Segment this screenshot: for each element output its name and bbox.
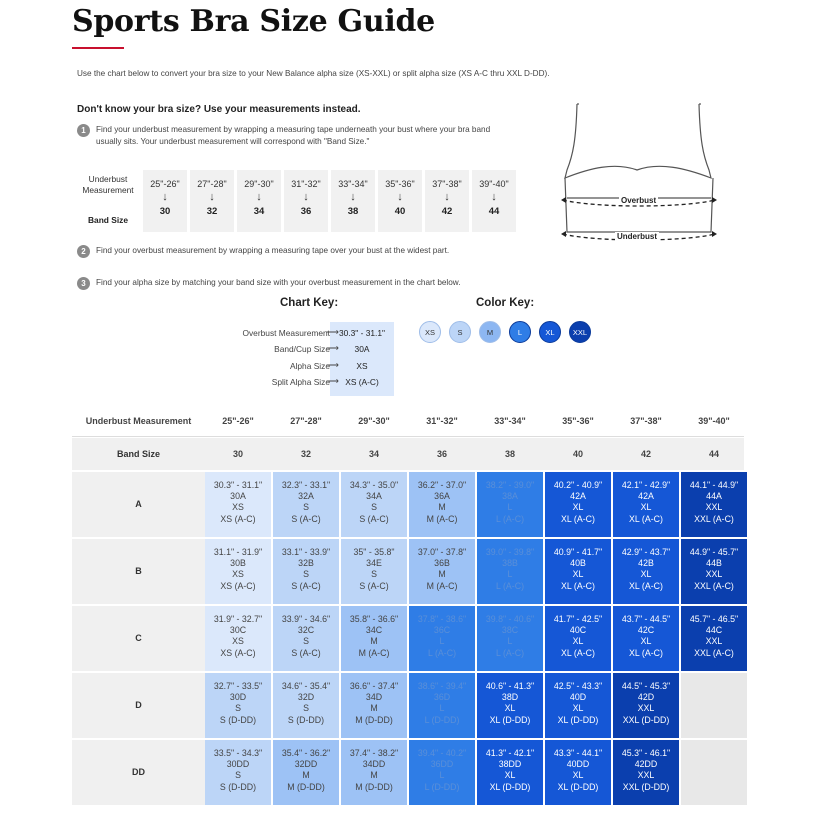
band-size-column bbox=[143, 170, 187, 232]
underbust-range-header: 27"-28" bbox=[290, 416, 322, 426]
band-cup-size: 36B bbox=[434, 558, 450, 569]
band-cup-size: 38DD bbox=[498, 759, 522, 770]
size-cell bbox=[681, 472, 747, 537]
band-cup-size: 42DD bbox=[634, 759, 658, 770]
size-cell bbox=[341, 673, 407, 738]
size-cell bbox=[409, 472, 475, 537]
band-cup-size: 30DD bbox=[226, 759, 250, 770]
band-cup-size: 34E bbox=[366, 558, 382, 569]
alpha-size: S bbox=[235, 703, 241, 714]
chart-key-name: Alpha Size bbox=[289, 360, 330, 371]
overbust-range: 41.7" - 42.5" bbox=[553, 614, 603, 624]
alpha-size: XXL bbox=[705, 569, 723, 580]
overbust-range: 36.2" - 37.0" bbox=[417, 480, 467, 490]
band-cup-size: 32DD bbox=[294, 759, 318, 770]
size-cell bbox=[205, 539, 271, 604]
band-size-header-cell: 40 bbox=[572, 449, 583, 459]
band-size-value: 40 bbox=[394, 206, 406, 217]
alpha-size: M bbox=[370, 770, 378, 781]
chart-key-title: Chart Key: bbox=[280, 297, 339, 309]
band-size-label: Band Size bbox=[87, 215, 129, 225]
split-alpha-size: S (D-DD) bbox=[219, 714, 257, 725]
band-size-header-cell: 34 bbox=[368, 449, 379, 459]
alpha-size: L bbox=[507, 636, 513, 647]
overbust-range: 42.9" - 43.7" bbox=[621, 547, 671, 557]
bra-measurement-illustration bbox=[555, 100, 725, 250]
band-cup-size: 32A bbox=[298, 491, 314, 502]
split-alpha-size: L (A-C) bbox=[495, 513, 525, 524]
size-cell bbox=[613, 539, 679, 604]
overbust-range: 36.6" - 37.4" bbox=[349, 681, 399, 691]
split-alpha-size: XL (A-C) bbox=[629, 580, 663, 591]
size-cell bbox=[409, 539, 475, 604]
split-alpha-size: L (D-DD) bbox=[424, 714, 460, 725]
size-cell bbox=[477, 606, 543, 671]
band-cup-size: 44B bbox=[706, 558, 722, 569]
band-cup-size: 36C bbox=[433, 625, 451, 636]
split-alpha-size: S (A-C) bbox=[359, 580, 389, 591]
band-cup-size: 40D bbox=[569, 692, 587, 703]
arrow-right-icon: ⟶ bbox=[326, 327, 339, 337]
size-cell bbox=[545, 740, 611, 805]
overbust-range: 40.2" - 40.9" bbox=[553, 480, 603, 490]
alpha-size: L bbox=[439, 703, 445, 714]
band-size-header-cell: 36 bbox=[436, 449, 447, 459]
band-size-value: 36 bbox=[300, 206, 312, 217]
size-cell bbox=[273, 606, 339, 671]
arrow-down-icon: ↓ bbox=[397, 191, 403, 203]
color-swatch-l: L bbox=[509, 321, 531, 343]
chart-key-row bbox=[200, 361, 390, 375]
color-swatch-xs: XS bbox=[419, 321, 441, 343]
step-2-number: 2 bbox=[77, 245, 90, 258]
underbust-measurement-label: Underbust Measurement bbox=[82, 174, 134, 195]
overbust-range: 33.1" - 33.9" bbox=[281, 547, 331, 557]
overbust-range: 37.4" - 38.2" bbox=[349, 748, 399, 758]
underbust-range: 39"-40" bbox=[479, 179, 509, 189]
overbust-range: 35" - 35.8" bbox=[353, 547, 395, 557]
arrow-down-icon: ↓ bbox=[303, 191, 309, 203]
size-cell bbox=[273, 472, 339, 537]
band-cup-size: 34A bbox=[366, 491, 382, 502]
split-alpha-size: XXL (D-DD) bbox=[622, 714, 670, 725]
arrow-down-icon: ↓ bbox=[162, 191, 168, 203]
alpha-size: XL bbox=[572, 569, 584, 580]
band-cup-size: 42A bbox=[638, 491, 654, 502]
size-cell bbox=[341, 740, 407, 805]
underbust-range-header: 37"-38" bbox=[630, 416, 662, 426]
chart-key-name: Band/Cup Size bbox=[274, 344, 330, 355]
step-3 bbox=[77, 277, 516, 290]
size-cell bbox=[273, 673, 339, 738]
overbust-range: 45.3" - 46.1" bbox=[621, 748, 671, 758]
split-alpha-size: XL (A-C) bbox=[561, 580, 595, 591]
split-alpha-size: XL (D-DD) bbox=[489, 714, 531, 725]
band-size-header-cell: 38 bbox=[504, 449, 515, 459]
alpha-size: XL bbox=[640, 636, 652, 647]
split-alpha-size: L (D-DD) bbox=[424, 781, 460, 792]
overbust-range: 32.7" - 33.5" bbox=[213, 681, 263, 691]
chart-key-value: 30.3" - 31.1" bbox=[339, 328, 385, 338]
alpha-size: M bbox=[438, 502, 446, 513]
band-size-column bbox=[378, 170, 422, 232]
intro-text: Use the chart below to convert your bra size to your New Balance alpha size (XS-XXL) or split alpha size (XS A-C thru XXL D-DD). bbox=[77, 69, 550, 78]
chart-key-row bbox=[200, 328, 390, 342]
alpha-size: XXL bbox=[637, 703, 655, 714]
size-cell bbox=[545, 539, 611, 604]
alpha-size: XXL bbox=[705, 502, 723, 513]
overbust-range: 37.0" - 37.8" bbox=[417, 547, 467, 557]
step-1 bbox=[77, 124, 516, 148]
alpha-size: XL bbox=[640, 502, 652, 513]
alpha-size: L bbox=[439, 636, 445, 647]
band-cup-size: 30B bbox=[230, 558, 246, 569]
chart-key-value: 30A bbox=[354, 344, 370, 355]
title-underline bbox=[72, 47, 124, 49]
header-divider bbox=[72, 436, 744, 437]
split-alpha-size: XXL (A-C) bbox=[694, 647, 734, 658]
split-alpha-size: XXL (A-C) bbox=[694, 580, 734, 591]
band-size-column bbox=[237, 170, 281, 232]
alpha-size: M bbox=[438, 569, 446, 580]
band-size-value: 32 bbox=[206, 206, 218, 217]
empty-cell bbox=[681, 673, 747, 738]
band-size-value: 42 bbox=[441, 206, 453, 217]
underbust-range-header: 25"-26" bbox=[222, 416, 254, 426]
arrow-down-icon: ↓ bbox=[491, 191, 497, 203]
split-alpha-size: XL (A-C) bbox=[629, 647, 663, 658]
color-key-title: Color Key: bbox=[476, 297, 535, 309]
band-cup-size: 38D bbox=[501, 692, 519, 703]
arrow-down-icon: ↓ bbox=[444, 191, 450, 203]
overbust-range: 33.5" - 34.3" bbox=[213, 748, 263, 758]
size-cell bbox=[477, 472, 543, 537]
alpha-size: XL bbox=[504, 703, 516, 714]
split-alpha-size: M (D-DD) bbox=[355, 714, 393, 725]
step-1-text: Find your underbust measurement by wrapping a measuring tape underneath your bust where your bra band usually sits. Your underbust measurement will correspond with "Band Size." bbox=[96, 125, 491, 146]
alpha-size: S bbox=[371, 569, 377, 580]
underbust-range: 35"-36" bbox=[385, 179, 415, 189]
underbust-range: 31"-32" bbox=[291, 179, 321, 189]
cup-size-b: B bbox=[72, 539, 205, 604]
overbust-range: 37.8" - 38.6" bbox=[417, 614, 467, 624]
overbust-range: 38.6" - 39.4" bbox=[417, 681, 467, 691]
overbust-range: 32.3" - 33.1" bbox=[281, 480, 331, 490]
overbust-range: 33.9" - 34.6" bbox=[281, 614, 331, 624]
band-cup-size: 42D bbox=[637, 692, 655, 703]
page-title: Sports Bra Size Guide bbox=[72, 4, 435, 39]
split-alpha-size: XS (A-C) bbox=[220, 647, 256, 658]
overbust-range: 31.9" - 32.7" bbox=[213, 614, 263, 624]
alpha-size: XS bbox=[232, 636, 244, 647]
split-alpha-size: S (A-C) bbox=[291, 513, 321, 524]
size-cell bbox=[681, 539, 747, 604]
arrow-right-icon: ⟶ bbox=[326, 375, 339, 386]
band-cup-size: 30D bbox=[229, 692, 247, 703]
size-cell bbox=[545, 472, 611, 537]
overbust-range: 39.0" - 39.8" bbox=[485, 547, 535, 557]
split-alpha-size: L (A-C) bbox=[427, 647, 457, 658]
band-cup-size: 40C bbox=[569, 625, 587, 636]
alpha-size: XS bbox=[232, 569, 244, 580]
band-cup-size: 38A bbox=[502, 491, 518, 502]
underbust-range: 37"-38" bbox=[432, 179, 462, 189]
split-alpha-size: XXL (D-DD) bbox=[622, 781, 670, 792]
split-alpha-size: XL (D-DD) bbox=[489, 781, 531, 792]
band-cup-size: 34C bbox=[365, 625, 383, 636]
overbust-label: Overbust bbox=[621, 196, 657, 205]
measurements-subheading: Don't know your bra size? Use your measurements instead. bbox=[77, 104, 361, 115]
overbust-range: 35.8" - 36.6" bbox=[349, 614, 399, 624]
band-size-table bbox=[77, 170, 517, 232]
size-cell bbox=[613, 606, 679, 671]
size-cell bbox=[205, 673, 271, 738]
overbust-range: 43.7" - 44.5" bbox=[621, 614, 671, 624]
band-size-header-cell: 32 bbox=[300, 449, 311, 459]
split-alpha-size: M (D-DD) bbox=[287, 781, 325, 792]
size-cell bbox=[273, 539, 339, 604]
alpha-size: XS bbox=[232, 502, 244, 513]
chart-key-name: Split Alpha Size bbox=[271, 376, 330, 387]
band-size-value: 34 bbox=[253, 206, 265, 217]
step-3-number: 3 bbox=[77, 277, 90, 290]
color-swatch-m: M bbox=[479, 321, 501, 343]
underbust-header: Underbust Measurement bbox=[85, 416, 192, 426]
alpha-size: S bbox=[303, 636, 309, 647]
size-cell bbox=[477, 673, 543, 738]
step-3-text: Find your alpha size by matching your band size with your overbust measurement in the chart below. bbox=[96, 278, 461, 287]
split-alpha-size: XL (A-C) bbox=[629, 513, 663, 524]
size-cell bbox=[477, 740, 543, 805]
cup-size-c: C bbox=[72, 606, 205, 671]
arrow-down-icon: ↓ bbox=[350, 191, 356, 203]
split-alpha-size: S (A-C) bbox=[291, 647, 321, 658]
split-alpha-size: XL (D-DD) bbox=[557, 781, 599, 792]
split-alpha-size: M (A-C) bbox=[358, 647, 390, 658]
band-size-header-cell: 42 bbox=[640, 449, 651, 459]
split-alpha-size: XL (A-C) bbox=[561, 647, 595, 658]
chart-key-row bbox=[200, 377, 390, 391]
overbust-range: 39.8" - 40.6" bbox=[485, 614, 535, 624]
band-size-header: Band Size bbox=[72, 438, 205, 470]
band-size-value: 38 bbox=[347, 206, 359, 217]
band-cup-size: 40DD bbox=[566, 759, 590, 770]
band-cup-size: 38C bbox=[501, 625, 519, 636]
band-cup-size: 30A bbox=[230, 491, 246, 502]
size-chart-table bbox=[72, 406, 744, 808]
split-alpha-size: XL (D-DD) bbox=[557, 714, 599, 725]
underbust-range-header: 35"-36" bbox=[562, 416, 594, 426]
alpha-size: XL bbox=[640, 569, 652, 580]
size-cell bbox=[545, 606, 611, 671]
color-swatch-xl: XL bbox=[539, 321, 561, 343]
split-alpha-size: S (D-DD) bbox=[219, 781, 257, 792]
chart-key-value: XS bbox=[356, 360, 368, 371]
size-cell bbox=[341, 472, 407, 537]
overbust-range: 42.5" - 43.3" bbox=[553, 681, 603, 691]
alpha-size: XL bbox=[572, 502, 584, 513]
band-cup-size: 32D bbox=[297, 692, 315, 703]
cup-size-d: D bbox=[72, 673, 205, 738]
band-cup-size: 44A bbox=[706, 491, 722, 502]
overbust-range: 30.3" - 31.1" bbox=[213, 480, 263, 490]
split-alpha-size: XXL (A-C) bbox=[694, 513, 734, 524]
underbust-range-header: 29"-30" bbox=[358, 416, 390, 426]
split-alpha-size: M (A-C) bbox=[426, 513, 458, 524]
overbust-range: 40.9" - 41.7" bbox=[553, 547, 603, 557]
band-size-header-cell: 44 bbox=[708, 449, 719, 459]
overbust-range: 44.5" - 45.3" bbox=[621, 681, 671, 691]
size-cell bbox=[613, 740, 679, 805]
alpha-size: XL bbox=[572, 703, 584, 714]
chart-key-name: Overbust Measurement bbox=[242, 328, 330, 338]
band-cup-size: 34DD bbox=[362, 759, 386, 770]
alpha-size: M bbox=[370, 703, 378, 714]
underbust-range: 33"-34" bbox=[338, 179, 368, 189]
alpha-size: M bbox=[302, 770, 310, 781]
overbust-range: 35.4" - 36.2" bbox=[281, 748, 331, 758]
alpha-size: L bbox=[507, 569, 513, 580]
overbust-range: 44.9" - 45.7" bbox=[689, 547, 739, 557]
band-size-column bbox=[331, 170, 375, 232]
chart-key-row bbox=[200, 344, 390, 358]
band-cup-size: 30C bbox=[229, 625, 247, 636]
underbust-range: 27"-28" bbox=[197, 179, 227, 189]
overbust-range: 39.4" - 40.2" bbox=[417, 748, 467, 758]
size-cell bbox=[205, 740, 271, 805]
overbust-range: 34.3" - 35.0" bbox=[349, 480, 399, 490]
overbust-range: 42.1" - 42.9" bbox=[621, 480, 671, 490]
underbust-range: 29"-30" bbox=[244, 179, 274, 189]
alpha-size: S bbox=[303, 502, 309, 513]
size-cell bbox=[273, 740, 339, 805]
size-cell bbox=[205, 472, 271, 537]
alpha-size: M bbox=[370, 636, 378, 647]
size-cell bbox=[409, 673, 475, 738]
alpha-size: L bbox=[439, 770, 445, 781]
band-cup-size: 42C bbox=[637, 625, 655, 636]
band-cup-size: 34D bbox=[365, 692, 383, 703]
overbust-range: 43.3" - 44.1" bbox=[553, 748, 603, 758]
alpha-size: XL bbox=[572, 770, 584, 781]
empty-cell bbox=[681, 740, 747, 805]
size-cell bbox=[477, 539, 543, 604]
band-cup-size: 40B bbox=[570, 558, 586, 569]
band-size-column bbox=[284, 170, 328, 232]
band-cup-size: 44C bbox=[705, 625, 723, 636]
size-cell bbox=[205, 606, 271, 671]
overbust-range: 34.6" - 35.4" bbox=[281, 681, 331, 691]
size-cell bbox=[341, 539, 407, 604]
size-cell bbox=[409, 606, 475, 671]
band-cup-size: 36DD bbox=[430, 759, 454, 770]
arrow-right-icon: ⟶ bbox=[326, 343, 339, 354]
alpha-size: XL bbox=[504, 770, 516, 781]
size-cell bbox=[681, 606, 747, 671]
color-swatch-s: S bbox=[449, 321, 471, 343]
split-alpha-size: XL (A-C) bbox=[561, 513, 595, 524]
band-cup-size: 36A bbox=[434, 491, 450, 502]
overbust-range: 31.1" - 31.9" bbox=[213, 547, 263, 557]
band-cup-size: 42A bbox=[570, 491, 586, 502]
underbust-range-header: 39"-40" bbox=[698, 416, 730, 426]
underbust-label: Underbust bbox=[617, 232, 657, 241]
overbust-range: 44.1" - 44.9" bbox=[689, 480, 739, 490]
overbust-range: 45.7" - 46.5" bbox=[689, 614, 739, 624]
band-size-column bbox=[190, 170, 234, 232]
alpha-size: XL bbox=[572, 636, 584, 647]
split-alpha-size: L (A-C) bbox=[495, 580, 525, 591]
band-cup-size: 38B bbox=[502, 558, 518, 569]
band-cup-size: 36D bbox=[433, 692, 451, 703]
split-alpha-size: M (A-C) bbox=[426, 580, 458, 591]
band-cup-size: 42B bbox=[638, 558, 654, 569]
size-cell bbox=[409, 740, 475, 805]
size-cell bbox=[545, 673, 611, 738]
split-alpha-size: L (A-C) bbox=[495, 647, 525, 658]
underbust-range-header: 33"-34" bbox=[494, 416, 526, 426]
alpha-size: XXL bbox=[705, 636, 723, 647]
cup-size-a: A bbox=[72, 472, 205, 537]
band-cup-size: 32B bbox=[298, 558, 314, 569]
band-size-header-cell: 30 bbox=[232, 449, 243, 459]
band-cup-size: 32C bbox=[297, 625, 315, 636]
split-alpha-size: XS (A-C) bbox=[220, 580, 256, 591]
alpha-size: S bbox=[303, 703, 309, 714]
split-alpha-size: M (D-DD) bbox=[355, 781, 393, 792]
alpha-size: S bbox=[303, 569, 309, 580]
size-cell bbox=[341, 606, 407, 671]
step-2 bbox=[77, 245, 516, 258]
alpha-size: S bbox=[235, 770, 241, 781]
split-alpha-size: XS (A-C) bbox=[220, 513, 256, 524]
band-size-column bbox=[425, 170, 469, 232]
alpha-size: L bbox=[507, 502, 513, 513]
size-cell bbox=[613, 472, 679, 537]
alpha-size: S bbox=[371, 502, 377, 513]
arrow-down-icon: ↓ bbox=[209, 191, 215, 203]
size-cell bbox=[613, 673, 679, 738]
band-size-column bbox=[472, 170, 516, 232]
arrow-down-icon: ↓ bbox=[256, 191, 262, 203]
band-size-value: 30 bbox=[159, 206, 171, 217]
split-alpha-size: S (A-C) bbox=[291, 580, 321, 591]
cup-size-dd: DD bbox=[72, 740, 205, 805]
chart-key-value: XS (A-C) bbox=[345, 376, 379, 387]
split-alpha-size: S (A-C) bbox=[359, 513, 389, 524]
split-alpha-size: S (D-DD) bbox=[287, 714, 325, 725]
underbust-range-header: 31"-32" bbox=[426, 416, 458, 426]
band-size-table-labels bbox=[77, 170, 139, 232]
overbust-range: 38.2" - 39.0" bbox=[485, 480, 535, 490]
arrow-right-icon: ⟶ bbox=[326, 359, 339, 370]
color-swatch-xxl: XXL bbox=[569, 321, 591, 343]
step-2-text: Find your overbust measurement by wrapping a measuring tape over your bust at the widest part. bbox=[96, 246, 450, 255]
overbust-range: 40.6" - 41.3" bbox=[485, 681, 535, 691]
overbust-range: 41.3" - 42.1" bbox=[485, 748, 535, 758]
step-1-number: 1 bbox=[77, 124, 90, 137]
alpha-size: XXL bbox=[637, 770, 655, 781]
band-size-value: 44 bbox=[488, 206, 500, 217]
bra-outline-icon bbox=[555, 100, 725, 250]
underbust-range: 25"-26" bbox=[150, 179, 180, 189]
